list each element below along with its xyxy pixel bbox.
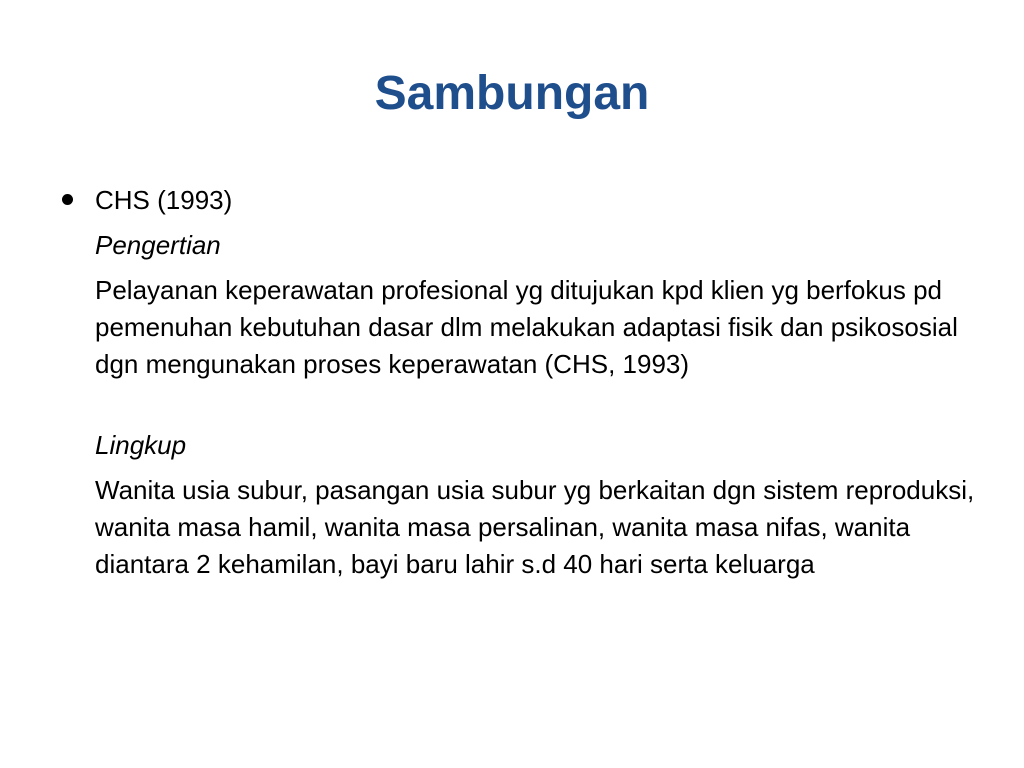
lingkup-heading: Lingkup xyxy=(95,430,187,460)
bullet-dot-icon xyxy=(62,194,73,205)
spacer xyxy=(95,383,980,419)
pengertian-heading: Pengertian xyxy=(95,230,221,260)
bullet-source: CHS (1993) xyxy=(95,185,233,215)
slide-content xyxy=(60,182,980,583)
lingkup-text: Wanita usia subur, pasangan usia subur yg berkaitan dgn sistem reproduksi, wanita masa hamil, wanita masa persalinan, wanita masa nifas, wanita diantara 2 kehamilan, bayi baru lahir s.d 40 hari serta keluarga xyxy=(95,475,975,579)
pengertian-text: Pelayanan keperawatan profesional yg ditujukan kpd klien yg berfokus pd pemenuhan kebutuhan dasar dlm melakukan adaptasi fisik dan psikososial dgn mengunakan proses keperawatan (CHS, 1993) xyxy=(95,275,958,379)
slide-title: Sambungan xyxy=(374,67,650,120)
bullet-item xyxy=(60,182,980,583)
